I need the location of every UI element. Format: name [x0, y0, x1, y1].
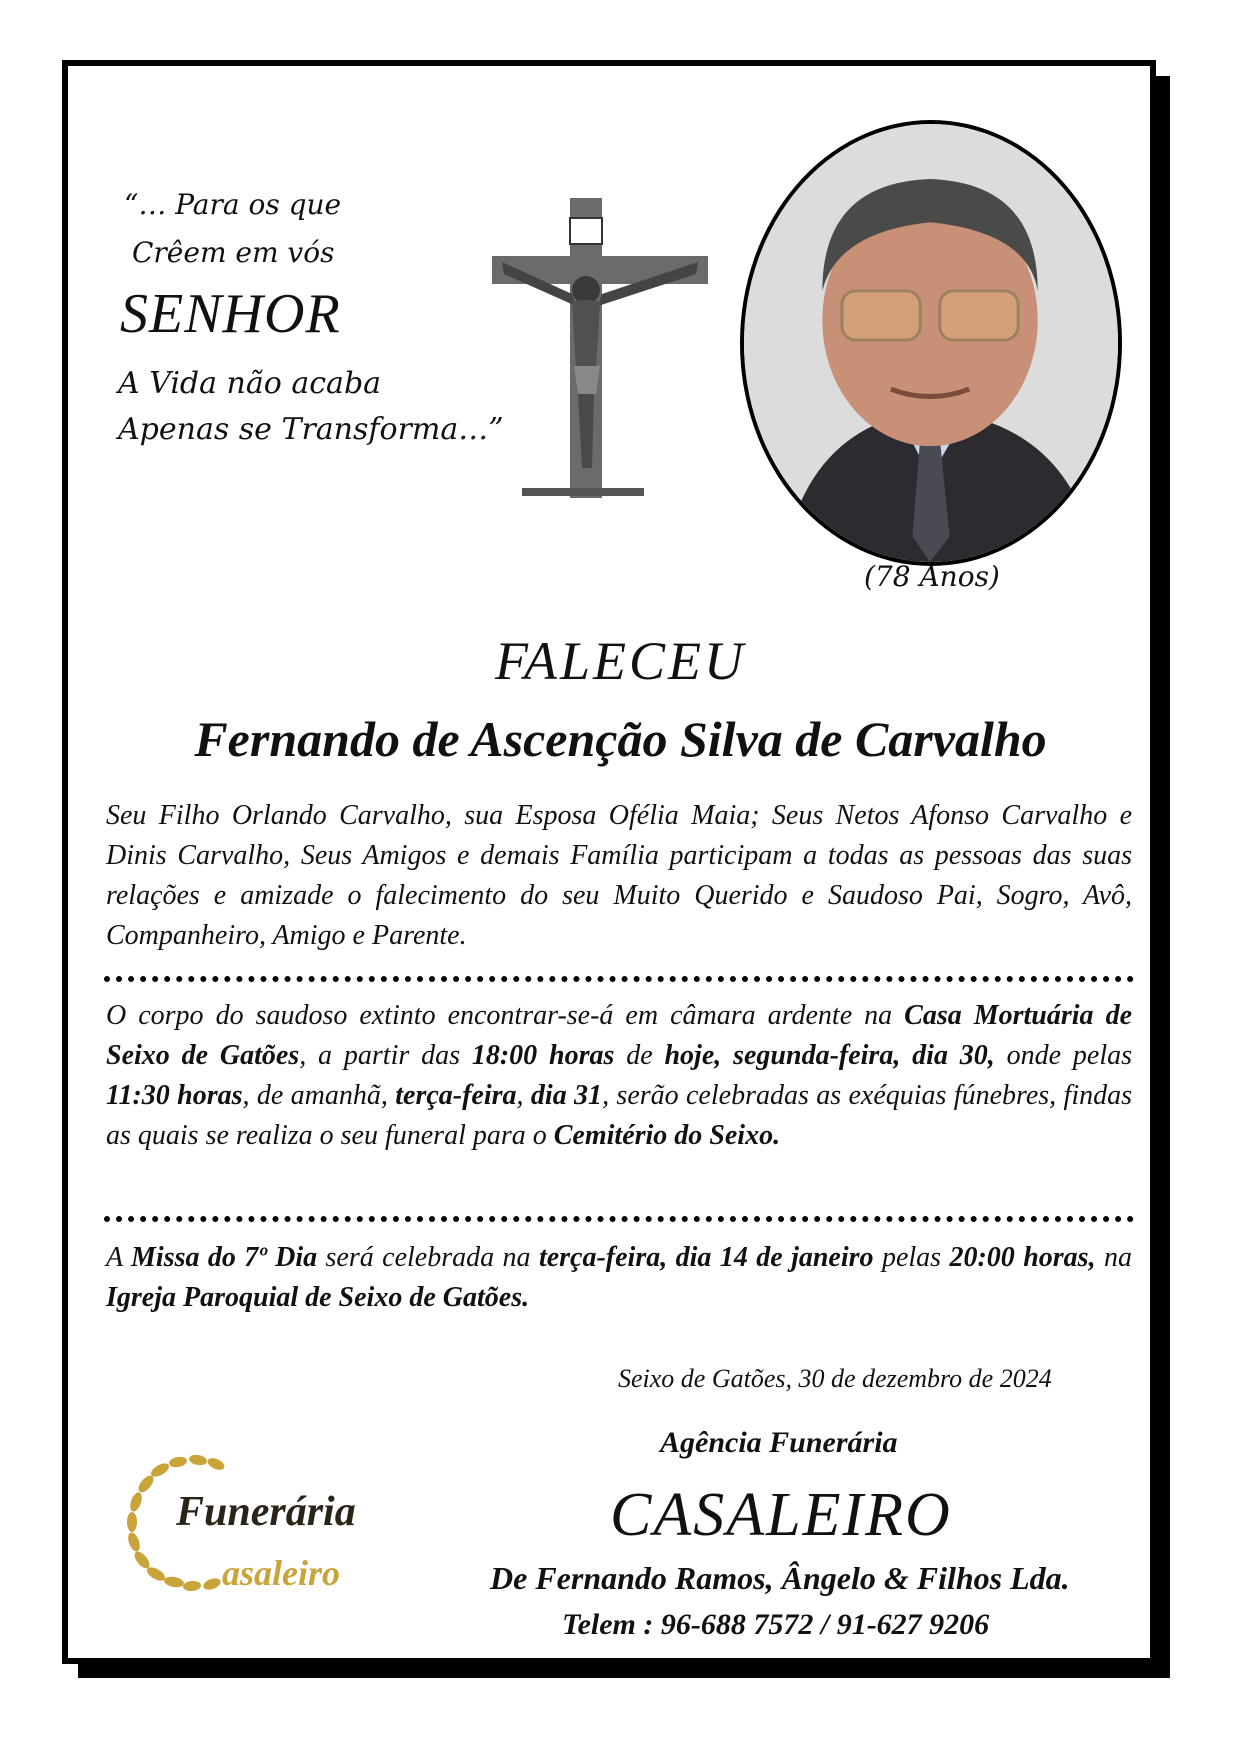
mass-church: Igreja Paroquial de Seixo de Gatões. — [106, 1282, 530, 1313]
wake-text: de — [614, 1040, 665, 1071]
wake-day: hoje, segunda-feira, dia 30, — [664, 1040, 995, 1071]
wake-time: 18:00 horas — [471, 1040, 615, 1071]
deceased-name: Fernando de Ascenção Silva de Carvalho — [194, 711, 1047, 767]
mass-paragraph — [106, 1238, 1132, 1318]
wake-text: , serão celebradas as exéquias fúnebres, findas as quais se realiza o seu funeral para o — [106, 1080, 1133, 1151]
quote-line-1: “… Para os que — [124, 188, 342, 221]
wake-location: Casa Mortuária de Seixo de Gatões — [106, 1000, 1132, 1071]
wake-text: , — [516, 1080, 531, 1111]
mass-text: será celebrada na — [317, 1242, 539, 1273]
agency-phone: Telem : 96-688 7572 / 91-627 9206 — [562, 1608, 990, 1641]
funeral-time: 11:30 horas — [106, 1080, 243, 1111]
wake-paragraph — [106, 996, 1132, 1156]
dateline: Seixo de Gatões, 30 de dezembro de 2024 — [618, 1364, 1052, 1393]
crucifix-icon — [492, 198, 708, 498]
wake-text: , a partir das — [299, 1040, 472, 1071]
announcement-paragraph: Seu Filho Orlando Carvalho, sua Esposa Ofélia Maia; Seus Netos Afonso Carvalho e Dinis Carvalho, Seus Amigos e demais Família participam a todas as pessoas das suas relações e amizade o falecimento do seu Muito Querido e Saudoso Pai, Sogro, Avô, Companheiro, Amigo e Parente. — [106, 800, 1132, 951]
mass-text: na — [1095, 1242, 1132, 1273]
logo-word-funeraria: Funerária — [176, 1489, 356, 1535]
dotted-divider — [104, 1216, 1134, 1222]
mass-title: Missa do 7º Dia — [131, 1242, 318, 1273]
mass-date: terça-feira, dia 14 de janeiro — [538, 1242, 874, 1273]
wake-text: , de amanhã, — [242, 1080, 396, 1111]
wake-text: O corpo do saudoso extinto encontrar-se-á em câmara ardente na — [106, 1000, 905, 1031]
wake-text: onde pelas — [994, 1040, 1133, 1071]
mass-text: pelas — [873, 1242, 950, 1273]
funeral-day: dia 31 — [530, 1080, 603, 1111]
age-label: (78 Anos) — [864, 560, 1000, 593]
deceased-heading: FALECEU — [494, 631, 747, 691]
agency-owner: De Fernando Ramos, Ângelo & Filhos Lda. — [490, 1560, 1070, 1596]
mass-time: 20:00 horas, — [949, 1242, 1096, 1273]
dotted-divider — [104, 976, 1134, 982]
quote-line-4: A Vida não acaba — [118, 366, 382, 401]
quote-line-5: Apenas se Transforma…” — [118, 412, 504, 447]
portrait-photo — [740, 120, 1122, 566]
cemetery-name: Cemitério do Seixo. — [553, 1120, 781, 1151]
quote-line-2: Crêem em vós — [132, 236, 335, 269]
logo-word-casaleiro: asaleiro — [222, 1553, 341, 1593]
mass-text: A — [106, 1242, 132, 1273]
funeral-weekday: terça-feira — [395, 1080, 517, 1111]
quote-line-3: SENHOR — [120, 283, 341, 345]
agency-label: Agência Funerária — [660, 1426, 898, 1459]
agency-name: CASALEIRO — [610, 1481, 952, 1549]
